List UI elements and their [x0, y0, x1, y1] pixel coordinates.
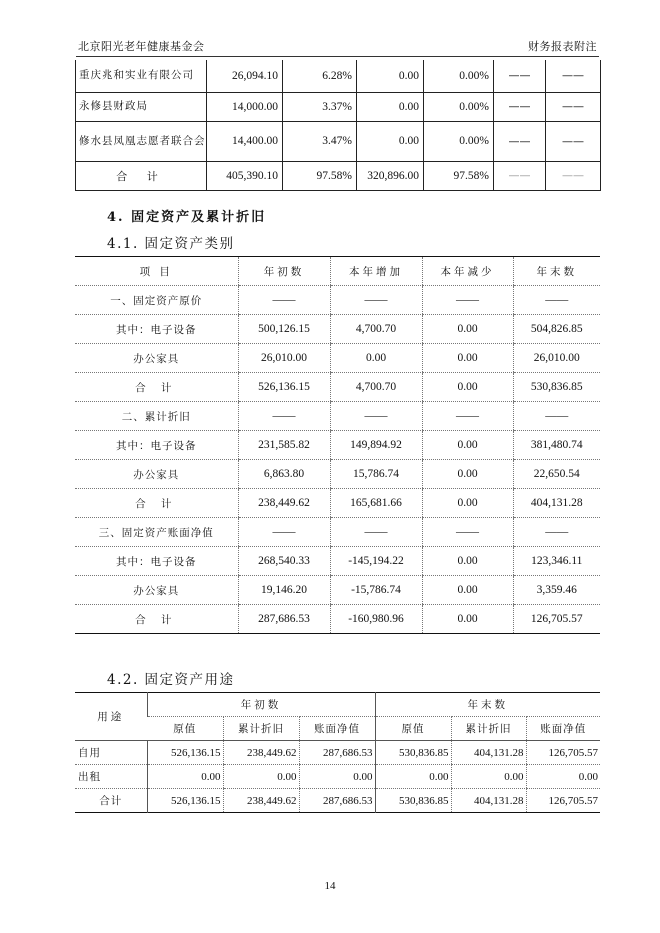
cell: —— — [546, 121, 601, 161]
table-row — [76, 60, 601, 92]
cell: —— — [513, 286, 600, 315]
table-row — [75, 489, 600, 518]
col-header: 账面净值 — [526, 717, 600, 741]
cell: —— — [238, 402, 330, 431]
cell: 3.47% — [283, 121, 357, 161]
cell: 504,826.85 — [513, 315, 600, 344]
cell: 19,146.20 — [238, 576, 330, 605]
table-row — [75, 789, 600, 813]
cell: 3,359.46 — [513, 576, 600, 605]
col-header: 年初数 — [238, 257, 330, 286]
row-label: 出租 — [75, 765, 147, 789]
cell: -15,786.74 — [330, 576, 422, 605]
cell: —— — [422, 402, 513, 431]
cell: —— — [422, 518, 513, 547]
cell: 530,836.85 — [513, 373, 600, 402]
table-row — [75, 286, 600, 315]
cell: 231,585.82 — [238, 431, 330, 460]
row-label: 一、固定资产原价 — [75, 286, 238, 315]
page-number: 14 — [324, 880, 336, 892]
row-label: 合 计 — [75, 605, 238, 634]
col-header: 用途 — [75, 693, 147, 741]
cell: 0.00% — [424, 121, 494, 161]
col-header: 本年减少 — [422, 257, 513, 286]
cell: 6.28% — [283, 60, 357, 92]
row-label: 其中：电子设备 — [75, 547, 238, 576]
cell: —— — [546, 60, 601, 92]
col-header: 原值 — [147, 717, 223, 741]
cell: 526,136.15 — [147, 741, 223, 765]
table-row — [75, 460, 600, 489]
cell: —— — [494, 92, 546, 121]
cell: 3.37% — [283, 92, 357, 121]
subsection-title-4-1: 4.1. 固定资产类别 — [107, 236, 235, 252]
cell: 0.00 — [422, 576, 513, 605]
table-row — [75, 431, 600, 460]
col-header: 年末数 — [513, 257, 600, 286]
total-label: 合 计 — [76, 161, 207, 190]
cell: 526,136.15 — [238, 373, 330, 402]
cell: —— — [494, 161, 546, 190]
cell: 0.00 — [422, 460, 513, 489]
cell: 0.00 — [147, 765, 223, 789]
cell: 238,449.62 — [238, 489, 330, 518]
row-label: 合 计 — [75, 373, 238, 402]
subsection-title-4-2: 4.2. 固定资产用途 — [107, 672, 235, 688]
cell: 126,705.57 — [513, 605, 600, 634]
total-row — [76, 161, 601, 190]
cell: 0.00 — [422, 431, 513, 460]
row-label: 办公家具 — [75, 460, 238, 489]
cell: —— — [238, 286, 330, 315]
cell: 0.00% — [424, 60, 494, 92]
section-title: 4. 固定资产及累计折旧 — [107, 210, 267, 225]
cell: 268,540.33 — [238, 547, 330, 576]
section-name: 财务报表附注 — [528, 40, 597, 53]
cell: 526,136.15 — [147, 789, 223, 813]
table-row — [76, 92, 601, 121]
org-name: 北京阳光老年健康基金会 — [78, 40, 205, 53]
cell: 404,131.28 — [513, 489, 600, 518]
row-label: 修水县凤凰志愿者联合会 — [76, 121, 207, 161]
group-header: 年末数 — [375, 693, 600, 717]
cell: 14,400.00 — [207, 121, 283, 161]
table-row — [75, 373, 600, 402]
cell: 0.00 — [375, 765, 451, 789]
donation-table — [75, 60, 601, 191]
col-header: 累计折旧 — [223, 717, 299, 741]
cell: 0.00 — [223, 765, 299, 789]
cell: 126,705.57 — [526, 789, 600, 813]
cell: 404,131.28 — [451, 789, 526, 813]
cell: 500,126.15 — [238, 315, 330, 344]
cell: -160,980.96 — [330, 605, 422, 634]
fixed-asset-category-table — [75, 256, 600, 634]
table-row — [76, 121, 601, 161]
cell: 405,390.10 — [207, 161, 283, 190]
cell: —— — [330, 286, 422, 315]
cell: 0.00 — [299, 765, 375, 789]
cell: 0.00 — [330, 344, 422, 373]
cell: 26,010.00 — [513, 344, 600, 373]
cell: —— — [238, 518, 330, 547]
row-label: 办公家具 — [75, 576, 238, 605]
cell: -145,194.22 — [330, 547, 422, 576]
cell: 4,700.70 — [330, 373, 422, 402]
cell: 26,094.10 — [207, 60, 283, 92]
row-label: 合 计 — [75, 489, 238, 518]
col-header: 累计折旧 — [451, 717, 526, 741]
cell: 97.58% — [424, 161, 494, 190]
row-label: 永修县财政局 — [76, 92, 207, 121]
row-label: 其中：电子设备 — [75, 315, 238, 344]
cell: —— — [513, 402, 600, 431]
cell: 15,786.74 — [330, 460, 422, 489]
row-label: 重庆兆和实业有限公司 — [76, 60, 207, 92]
cell: 0.00 — [422, 489, 513, 518]
cell: 0.00% — [424, 92, 494, 121]
cell: 530,836.85 — [375, 741, 451, 765]
cell: 238,449.62 — [223, 741, 299, 765]
cell: —— — [330, 402, 422, 431]
row-label: 三、固定资产账面净值 — [75, 518, 238, 547]
cell: 14,000.00 — [207, 92, 283, 121]
cell: 320,896.00 — [357, 161, 424, 190]
row-label: 其中：电子设备 — [75, 431, 238, 460]
row-label: 自用 — [75, 741, 147, 765]
cell: 22,650.54 — [513, 460, 600, 489]
cell: 0.00 — [422, 547, 513, 576]
cell: 123,346.11 — [513, 547, 600, 576]
cell: 0.00 — [451, 765, 526, 789]
cell: 126,705.57 — [526, 741, 600, 765]
cell: 530,836.85 — [375, 789, 451, 813]
cell: —— — [422, 286, 513, 315]
cell: 0.00 — [422, 315, 513, 344]
cell: 97.58% — [283, 161, 357, 190]
table-row — [75, 765, 600, 789]
table-header-row — [75, 693, 600, 717]
cell: 381,480.74 — [513, 431, 600, 460]
table-row — [75, 547, 600, 576]
table-row — [75, 344, 600, 373]
table-row — [75, 402, 600, 431]
cell: 0.00 — [422, 373, 513, 402]
cell: 0.00 — [422, 344, 513, 373]
cell: 0.00 — [357, 60, 424, 92]
cell: 238,449.62 — [223, 789, 299, 813]
cell: —— — [494, 121, 546, 161]
cell: 404,131.28 — [451, 741, 526, 765]
cell: —— — [546, 161, 601, 190]
table-subheader-row — [75, 717, 600, 741]
row-label: 合计 — [75, 789, 147, 813]
table-row — [75, 741, 600, 765]
cell: 0.00 — [526, 765, 600, 789]
fixed-asset-usage-table — [75, 692, 600, 813]
row-label: 二、累计折旧 — [75, 402, 238, 431]
cell: 165,681.66 — [330, 489, 422, 518]
table-header-row — [75, 257, 600, 286]
header-divider — [76, 56, 599, 57]
cell: 26,010.00 — [238, 344, 330, 373]
col-header: 账面净值 — [299, 717, 375, 741]
cell: 287,686.53 — [299, 789, 375, 813]
cell: 287,686.53 — [238, 605, 330, 634]
table-row — [75, 315, 600, 344]
table-row — [75, 518, 600, 547]
group-header: 年初数 — [147, 693, 375, 717]
cell: 149,894.92 — [330, 431, 422, 460]
cell: —— — [513, 518, 600, 547]
cell: —— — [546, 92, 601, 121]
table-row — [75, 576, 600, 605]
cell: 287,686.53 — [299, 741, 375, 765]
col-header: 项 目 — [75, 257, 238, 286]
col-header: 原值 — [375, 717, 451, 741]
cell: —— — [330, 518, 422, 547]
cell: 0.00 — [357, 92, 424, 121]
table-row — [75, 605, 600, 634]
cell: 4,700.70 — [330, 315, 422, 344]
cell: —— — [494, 60, 546, 92]
col-header: 本年增加 — [330, 257, 422, 286]
cell: 0.00 — [422, 605, 513, 634]
cell: 6,863.80 — [238, 460, 330, 489]
cell: 0.00 — [357, 121, 424, 161]
row-label: 办公家具 — [75, 344, 238, 373]
